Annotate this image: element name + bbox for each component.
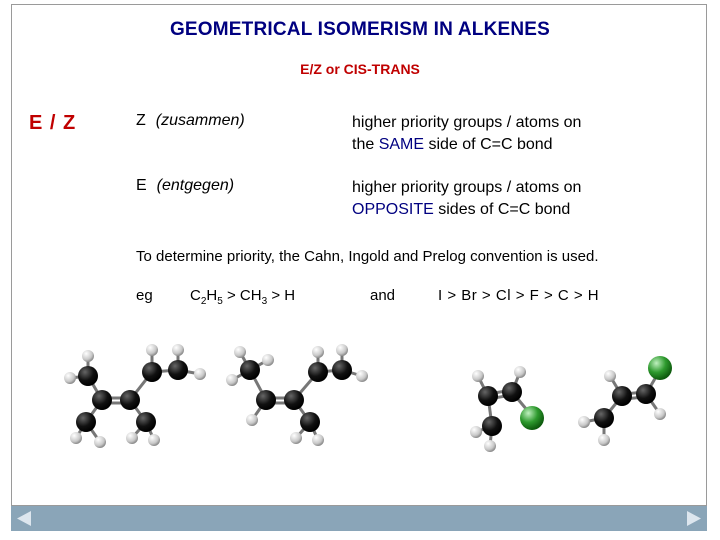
z-description [352, 112, 682, 156]
molecule-3-atoms [470, 366, 544, 452]
molecule-4-atoms [578, 356, 672, 446]
z-desc-line2 [352, 134, 682, 156]
and-text: and [370, 287, 396, 304]
ez-label: E / Z [29, 112, 77, 134]
c2h5-c: C [190, 287, 201, 304]
c2h5-sub2: 2 [200, 296, 207, 307]
e-symbol: E [136, 177, 147, 194]
priority-text: To determine priority, the Cahn, Ingold and Prelog convention is used. [136, 248, 599, 265]
e-name: (entgegen) [156, 177, 235, 194]
slide-subtitle: E/Z or CIS-TRANS [300, 61, 420, 77]
slide-title: GEOMETRICAL ISOMERISM IN ALKENES [169, 19, 551, 40]
e-term [136, 177, 234, 195]
z-desc-prefix: the [352, 136, 379, 153]
molecule-models [0, 330, 720, 500]
e-description [352, 177, 682, 221]
ch3-ch: CH [239, 287, 262, 304]
c2h5-h: H [206, 287, 218, 304]
z-symbol: Z [136, 112, 146, 129]
alkyl-priority [190, 287, 295, 307]
chlorine-atom-2 [648, 356, 672, 380]
triangle-left-icon[interactable] [15, 510, 33, 527]
h-atom: H [284, 287, 296, 304]
eg-label: eg [136, 287, 153, 304]
molecule-2-atoms [226, 344, 368, 446]
ch3-sub: 3 [261, 296, 268, 307]
triangle-right-icon[interactable] [685, 510, 703, 527]
z-desc-highlight: SAME [378, 136, 425, 153]
navigation-bar [11, 506, 707, 531]
z-desc-line1: higher priority groups / atoms on [352, 114, 582, 131]
e-desc-suffix: sides of C=C bond [433, 201, 571, 218]
c2h5-sub5: 5 [217, 296, 223, 307]
e-desc-line2 [352, 199, 682, 221]
molecule-3 [476, 372, 532, 446]
gt-2: > [267, 287, 285, 304]
z-desc-suffix: side of C=C bond [424, 136, 553, 153]
e-desc-highlight: OPPOSITE [352, 201, 434, 218]
z-name: (zusammen) [155, 112, 245, 129]
chlorine-atom-1 [520, 406, 544, 430]
z-term [136, 112, 245, 130]
halogen-priority: I > Br > Cl > F > C > H [438, 287, 600, 304]
gt-1: > [222, 287, 240, 304]
e-desc-line1: higher priority groups / atoms on [352, 179, 582, 196]
